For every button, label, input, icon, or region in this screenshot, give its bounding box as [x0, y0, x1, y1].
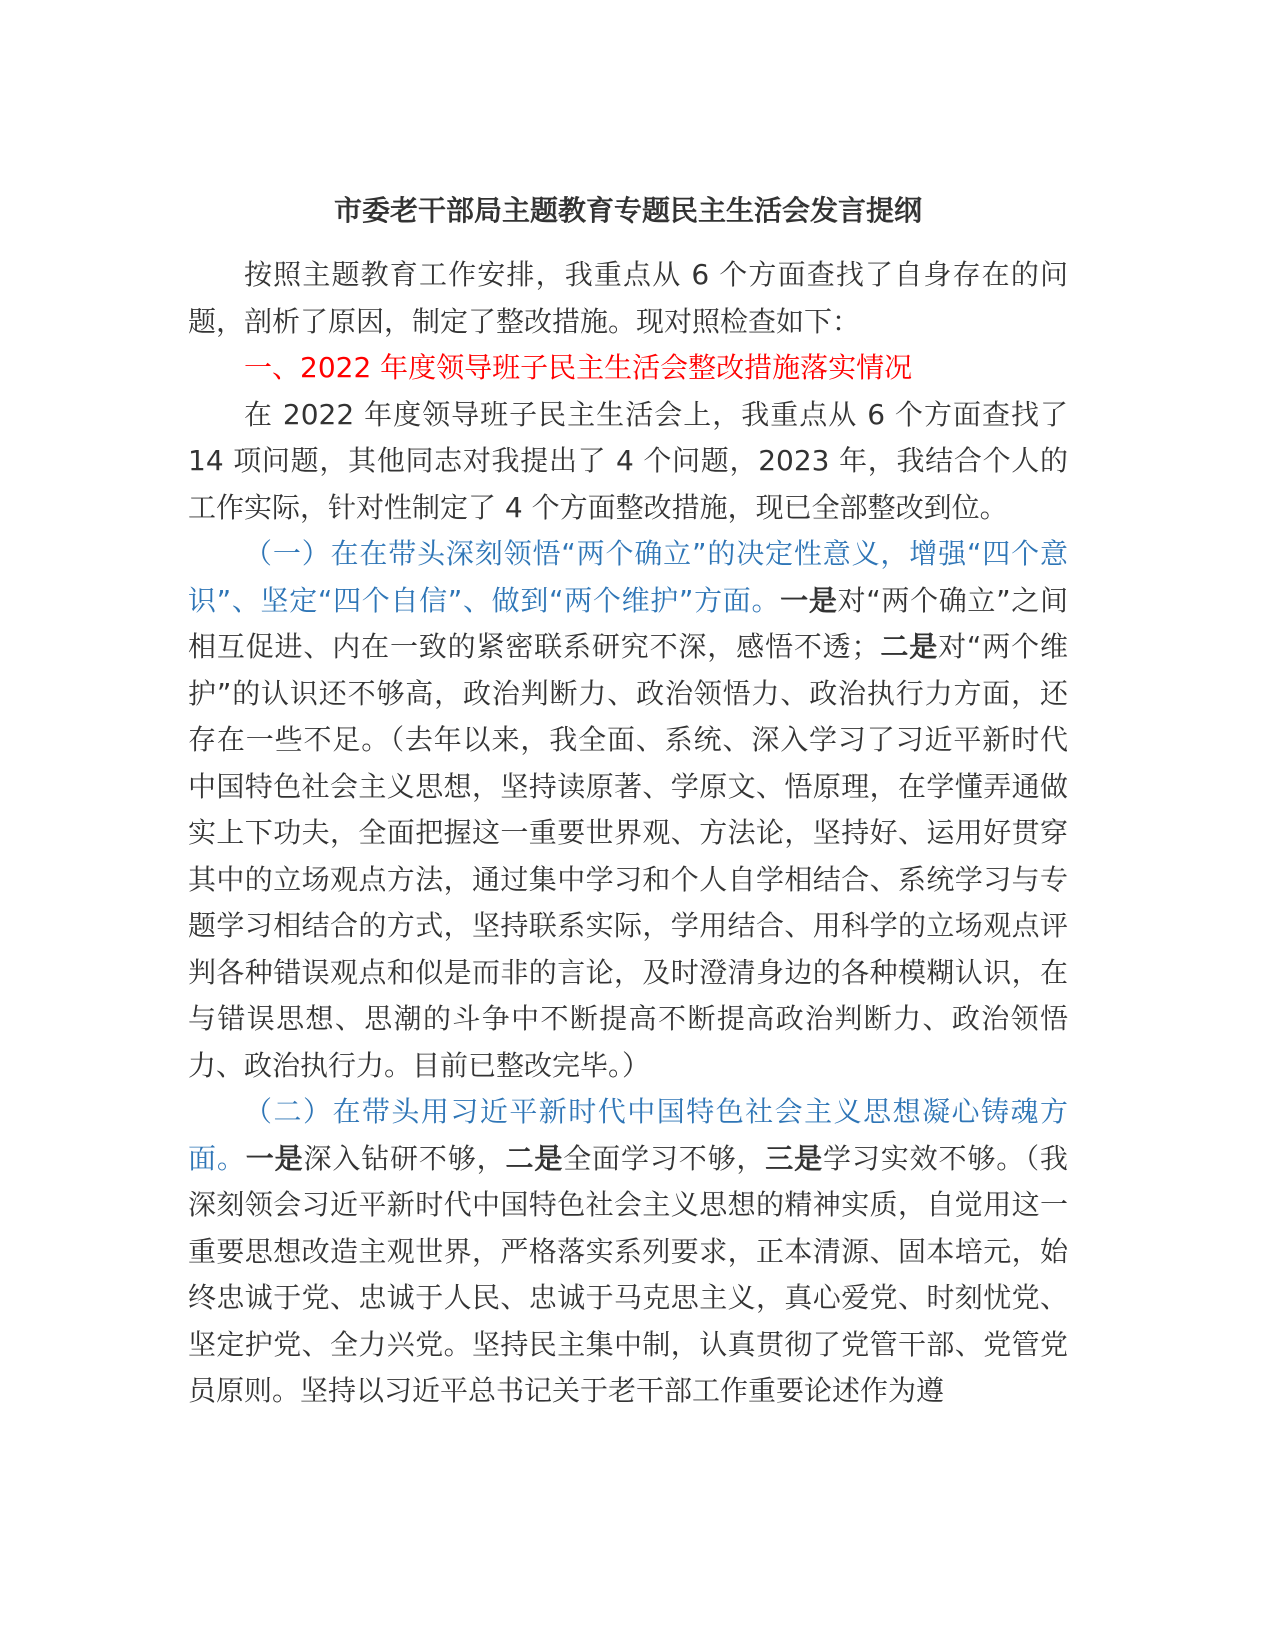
section-1-summary: 在 2022 年度领导班子民主生活会上，我重点从 6 个方面查找了 14 项问题，其他同志对我提出了 4 个问题，2023 年，我结合个人的工作实际，针对性制定了 4 个方面整改措施，现已全部整改到位。	[188, 397, 1068, 524]
section-1-heading: 一、2022 年度领导班子民主生活会整改措施落实情况	[244, 351, 913, 384]
document-body	[188, 188, 1068, 1415]
item-1-heading: （一）在在带头深刻领悟“两个确立”的决定性意义，增强“四个意识”、坚定“四个自信”、做到“两个维护”方面。	[188, 537, 1068, 617]
item-2-text-1: 深入钻研不够，	[303, 1141, 506, 1175]
item-1-paragraph	[188, 531, 1068, 1089]
document-title: 市委老干部局主题教育专题民主生活会发言提纲	[333, 194, 922, 227]
item-2-paragraph	[188, 1089, 1068, 1415]
item-2-heading: （二）在带头用习近平新时代中国特色社会主义思想凝心铸魂方面。	[188, 1095, 1068, 1175]
item-2-text-3: 学习实效不够。（我深刻领会习近平新时代中国特色社会主义思想的精神实质，自觉用这一重要思想改造主观世界，严格落实系列要求，正本清源、固本培元，始终忠诚于党、忠诚于人民、忠诚于马克思主义，真心爱党、时刻忧党、坚定护党、全力兴党。坚持民主集中制，认真贯彻了党管干部、党管党员原则。坚持以习近平总书记关于老干部工作重要论述作为遵	[188, 1141, 1068, 1407]
item-1-text-1: 对“两个确立”之间相互促进、内在一致的紧密联系研究不深，感悟不透；	[188, 583, 1068, 663]
item-2-label-2: 二是	[505, 1141, 564, 1175]
item-1-label-2: 二是	[879, 630, 939, 663]
item-2-text-2: 全面学习不够，	[563, 1141, 766, 1175]
item-1-text-2: 对“两个维护”的认识还不够高，政治判断力、政治领悟力、政治执行力方面，还存在一些不足。（去年以来，我全面、系统、深入学习了习近平新时代中国特色社会主义思想，坚持读原著、学原文、悟原理，在学懂弄通做实上下功夫，全面把握这一重要世界观、方法论，坚持好、运用好贯穿其中的立场观点方法，通过集中学习和个人自学相结合、系统学习与专题学习相结合的方式，坚持联系实际，学用结合、用科学的立场观点评判各种错误观点和似是而非的言论，及时澄清身边的各种模糊认识，在与错误思想、思潮的斗争中不断提高不断提高政治判断力、政治领悟力、政治执行力。目前已整改完毕。）	[188, 630, 1068, 1082]
intro-paragraph: 按照主题教育工作安排，我重点从 6 个方面查找了自身存在的问题，剖析了原因，制定了整改措施。现对照检查如下：	[188, 258, 1068, 338]
item-2-label-1: 一是	[245, 1141, 304, 1175]
item-2-label-3: 三是	[765, 1141, 824, 1175]
item-1-label-1: 一是	[780, 583, 838, 617]
